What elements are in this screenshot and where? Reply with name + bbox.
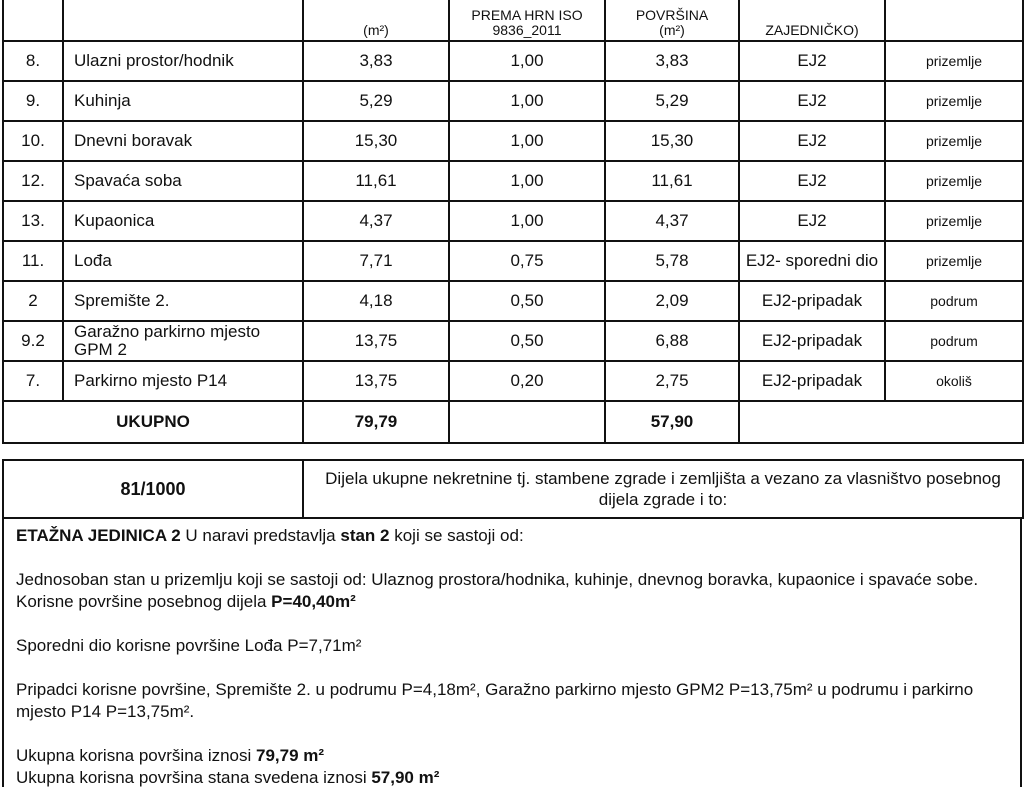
header-useful-label: POVRŠINA bbox=[635, 7, 709, 23]
share-row bbox=[3, 460, 1023, 518]
room-name: Lođa bbox=[63, 241, 303, 281]
room-area: 5,29 bbox=[303, 81, 449, 121]
room-unit: EJ2-pripadak bbox=[739, 281, 885, 321]
share-text: Dijela ukupne nekretnine tj. stambene zgrade i zemljišta a vezano za vlasništvo posebnog dijela zgrade i to: bbox=[303, 460, 1023, 518]
room-name: Parkirno mjesto P14 bbox=[63, 361, 303, 401]
room-location: podrum bbox=[885, 321, 1023, 361]
intro-text-a: U naravi predstavlja bbox=[180, 526, 341, 545]
total-label: UKUPNO bbox=[3, 401, 303, 443]
room-useful-area: 5,78 bbox=[605, 241, 739, 281]
total-coef-empty bbox=[449, 401, 605, 443]
table-row bbox=[3, 241, 1023, 281]
row-number: 12. bbox=[3, 161, 63, 201]
room-coefficient: 1,00 bbox=[449, 81, 605, 121]
area-table bbox=[2, 0, 1024, 444]
header-area-unit: (m²) bbox=[363, 22, 389, 38]
header-cell-name bbox=[63, 0, 303, 41]
table-header-row bbox=[3, 0, 1023, 41]
room-area: 3,83 bbox=[303, 41, 449, 81]
room-coefficient: 1,00 bbox=[449, 121, 605, 161]
room-useful-area: 2,09 bbox=[605, 281, 739, 321]
total-empty bbox=[739, 401, 1023, 443]
row-number: 8. bbox=[3, 41, 63, 81]
room-location: podrum bbox=[885, 281, 1023, 321]
room-area: 4,18 bbox=[303, 281, 449, 321]
header-unit-label: ZAJEDNIČKO) bbox=[765, 22, 859, 38]
desc-para4 bbox=[16, 745, 1008, 767]
room-location: okoliš bbox=[885, 361, 1023, 401]
desc-para2: Sporedni dio korisne površine Lođa P=7,71m² bbox=[16, 636, 362, 655]
share-fraction: 81/1000 bbox=[3, 460, 303, 518]
room-location: prizemlje bbox=[885, 41, 1023, 81]
row-number: 2 bbox=[3, 281, 63, 321]
room-name: Garažno parkirno mjesto GPM 2 bbox=[63, 321, 303, 361]
table-row bbox=[3, 41, 1023, 81]
room-name: Kupaonica bbox=[63, 201, 303, 241]
intro-bold: stan 2 bbox=[340, 526, 390, 545]
para5-bold: 57,90 m² bbox=[371, 768, 440, 787]
table-row bbox=[3, 201, 1023, 241]
room-location: prizemlje bbox=[885, 241, 1023, 281]
header-cell-no bbox=[3, 0, 63, 41]
row-number: 13. bbox=[3, 201, 63, 241]
desc-para3: Pripadci korisne površine, Spremište 2. u podrumu P=4,18m², Garažno parkirno mjesto GPM2 P=13,75m² u podrumu i parkirno mjesto P14 P=13,75m². bbox=[16, 680, 974, 721]
room-useful-area: 4,37 bbox=[605, 201, 739, 241]
table-row bbox=[3, 321, 1023, 361]
room-coefficient: 0,50 bbox=[449, 321, 605, 361]
header-useful-unit: (m²) bbox=[659, 22, 685, 38]
room-location: prizemlje bbox=[885, 81, 1023, 121]
room-name: Ulazni prostor/hodnik bbox=[63, 41, 303, 81]
para1-bold: P=40,40m² bbox=[271, 592, 356, 611]
desc-para1 bbox=[16, 569, 1008, 613]
row-number: 11. bbox=[3, 241, 63, 281]
unit-description bbox=[2, 517, 1022, 787]
room-location: prizemlje bbox=[885, 161, 1023, 201]
room-unit: EJ2 bbox=[739, 201, 885, 241]
room-area: 11,61 bbox=[303, 161, 449, 201]
room-name: Spremište 2. bbox=[63, 281, 303, 321]
room-name: Dnevni boravak bbox=[63, 121, 303, 161]
header-cell-location bbox=[885, 0, 1023, 41]
room-area: 13,75 bbox=[303, 321, 449, 361]
row-number: 9.2 bbox=[3, 321, 63, 361]
room-useful-area: 5,29 bbox=[605, 81, 739, 121]
room-useful-area: 15,30 bbox=[605, 121, 739, 161]
table-row bbox=[3, 161, 1023, 201]
room-coefficient: 1,00 bbox=[449, 41, 605, 81]
room-unit: EJ2 bbox=[739, 161, 885, 201]
unit-title: ETAŽNA JEDINICA 2 bbox=[16, 526, 181, 545]
desc-intro bbox=[16, 525, 1008, 547]
room-useful-area: 3,83 bbox=[605, 41, 739, 81]
para4-text: Ukupna korisna površina iznosi bbox=[16, 746, 257, 765]
para5-text: Ukupna korisna površina stana svedena iznosi bbox=[16, 768, 372, 787]
room-area: 15,30 bbox=[303, 121, 449, 161]
room-unit: EJ2-pripadak bbox=[739, 361, 885, 401]
room-location: prizemlje bbox=[885, 121, 1023, 161]
room-unit: EJ2 bbox=[739, 121, 885, 161]
room-unit: EJ2-pripadak bbox=[739, 321, 885, 361]
header-cell-useful bbox=[605, 0, 739, 41]
para4-bold: 79,79 m² bbox=[256, 746, 325, 765]
room-coefficient: 1,00 bbox=[449, 201, 605, 241]
table-total-row bbox=[3, 401, 1023, 443]
header-coef-label: PREMA HRN ISO 9836_2011 bbox=[471, 7, 583, 38]
room-coefficient: 1,00 bbox=[449, 161, 605, 201]
room-name: Spavaća soba bbox=[63, 161, 303, 201]
room-useful-area: 11,61 bbox=[605, 161, 739, 201]
room-unit: EJ2 bbox=[739, 81, 885, 121]
room-coefficient: 0,50 bbox=[449, 281, 605, 321]
ownership-share-table bbox=[2, 459, 1024, 519]
room-unit: EJ2 bbox=[739, 41, 885, 81]
room-name: Kuhinja bbox=[63, 81, 303, 121]
room-coefficient: 0,20 bbox=[449, 361, 605, 401]
table-row bbox=[3, 281, 1023, 321]
row-number: 10. bbox=[3, 121, 63, 161]
row-number: 7. bbox=[3, 361, 63, 401]
table-row bbox=[3, 121, 1023, 161]
header-cell-area bbox=[303, 0, 449, 41]
room-area: 13,75 bbox=[303, 361, 449, 401]
room-area: 4,37 bbox=[303, 201, 449, 241]
room-unit: EJ2- sporedni dio bbox=[739, 241, 885, 281]
header-cell-coef bbox=[449, 0, 605, 41]
room-useful-area: 2,75 bbox=[605, 361, 739, 401]
para1-text: Jednosoban stan u prizemlju koji se sastoji od: Ulaznog prostora/hodnika, kuhinje, dnevnog boravka, kupaonice i spavaće sobe. Korisne površine posebnog dijela bbox=[16, 570, 979, 611]
table-row bbox=[3, 361, 1023, 401]
total-useful: 57,90 bbox=[605, 401, 739, 443]
room-area: 7,71 bbox=[303, 241, 449, 281]
header-cell-unit bbox=[739, 0, 885, 41]
intro-text-b: koji se sastoji od: bbox=[389, 526, 524, 545]
total-area: 79,79 bbox=[303, 401, 449, 443]
room-coefficient: 0,75 bbox=[449, 241, 605, 281]
row-number: 9. bbox=[3, 81, 63, 121]
desc-para5 bbox=[16, 767, 1008, 789]
table-row bbox=[3, 81, 1023, 121]
room-useful-area: 6,88 bbox=[605, 321, 739, 361]
room-location: prizemlje bbox=[885, 201, 1023, 241]
